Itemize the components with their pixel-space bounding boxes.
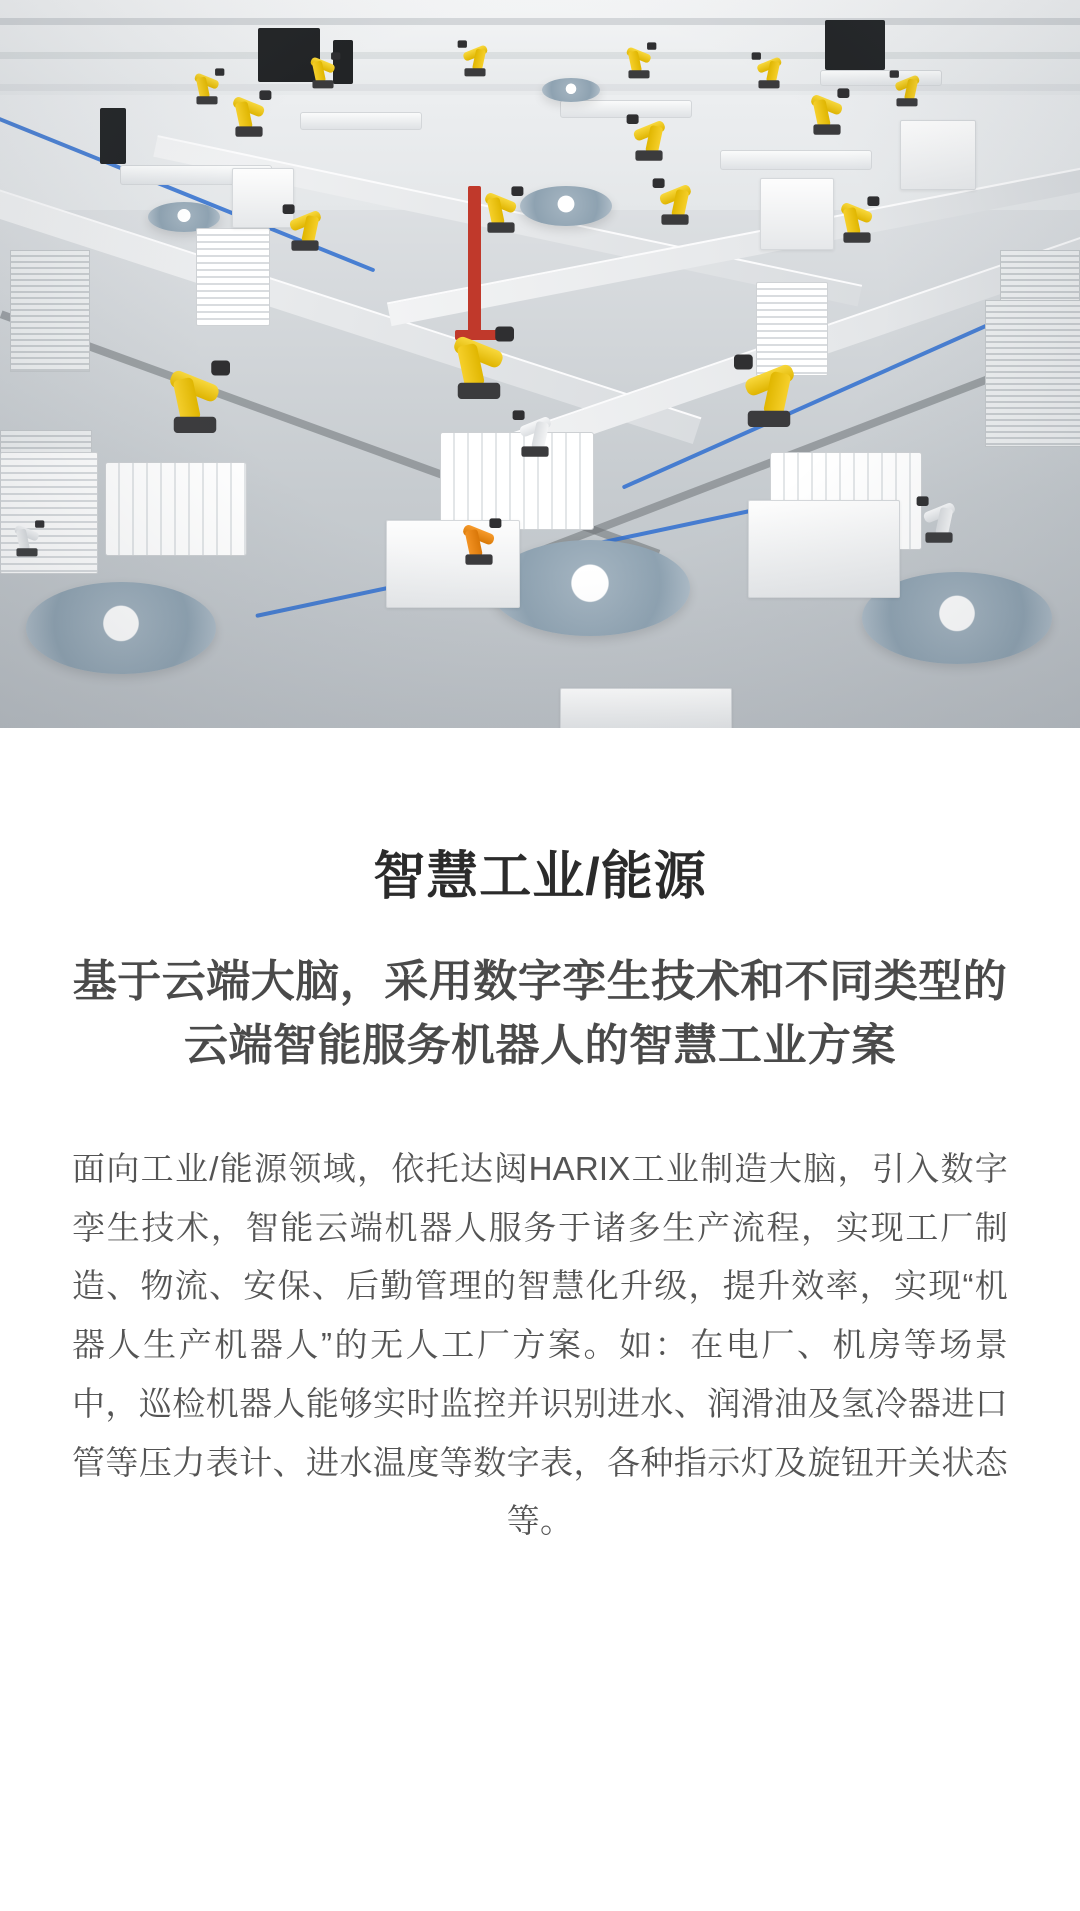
- operator-monitor: [825, 20, 885, 70]
- rotary-table: [520, 186, 612, 226]
- storage-crate: [900, 120, 976, 190]
- robot-arm: [805, 77, 848, 135]
- robot-arm: [653, 167, 696, 225]
- work-table: [300, 112, 422, 130]
- robot-arm: [458, 32, 491, 77]
- robot-arm-orange: [457, 507, 500, 565]
- storage-crate: [748, 500, 900, 598]
- rotary-table: [26, 582, 216, 674]
- tray-stack: [196, 228, 270, 326]
- robot-arm-white: [513, 399, 556, 457]
- article-body: 面向工业/能源领域，依托达闼HARIX工业制造大脑，引入数字孪生技术，智能云端机器人服务于诸多生产流程，实现工厂制造、物流、安保、后勤管理的智慧化升级，提升效率，实现“机器人生产机器人”的无人工厂方案。如：在电厂、机房等场景中，巡检机器人能够实时监控并识别进水、润滑油及氢冷器进口管等压力表计、进水温度等数字表，各种指示灯及旋钮开关状态等。: [72, 1149, 1008, 1540]
- robot-arm-foreground: [735, 337, 803, 427]
- robot-arm-white: [917, 485, 960, 543]
- robot-arm-foreground: [445, 309, 513, 399]
- robot-arm: [190, 60, 223, 105]
- robot-arm: [306, 44, 339, 89]
- page-subtitle: 基于云端大脑，采用数字孪生技术和不同类型的云端智能服务机器人的智慧工业方案: [72, 957, 1008, 1071]
- work-table: [720, 150, 872, 170]
- robot-arm-foreground: [161, 343, 229, 433]
- parts-tray: [105, 462, 247, 556]
- robot-arm: [890, 62, 923, 107]
- operator-monitor: [100, 108, 126, 164]
- article-content: [0, 846, 1080, 1551]
- factory-scene: [0, 0, 1080, 728]
- wall-rack-left: [10, 250, 90, 372]
- storage-crate: [560, 688, 732, 728]
- robot-arm: [752, 44, 785, 89]
- robot-arm: [627, 103, 670, 161]
- robot-arm: [283, 193, 326, 251]
- robot-arm-white: [10, 512, 43, 557]
- robot-arm: [622, 34, 655, 79]
- rotary-table: [490, 540, 690, 636]
- rotary-table: [542, 78, 600, 102]
- robot-arm: [835, 185, 878, 243]
- ceiling-beam: [0, 52, 1080, 59]
- wall-rack-right-2: [985, 300, 1080, 447]
- ceiling-beam: [0, 18, 1080, 25]
- robot-arm: [479, 175, 522, 233]
- hero-image: [0, 0, 1080, 728]
- storage-crate: [760, 178, 834, 250]
- robot-arm: [227, 79, 270, 137]
- page-title: 智慧工业/能源: [373, 848, 707, 906]
